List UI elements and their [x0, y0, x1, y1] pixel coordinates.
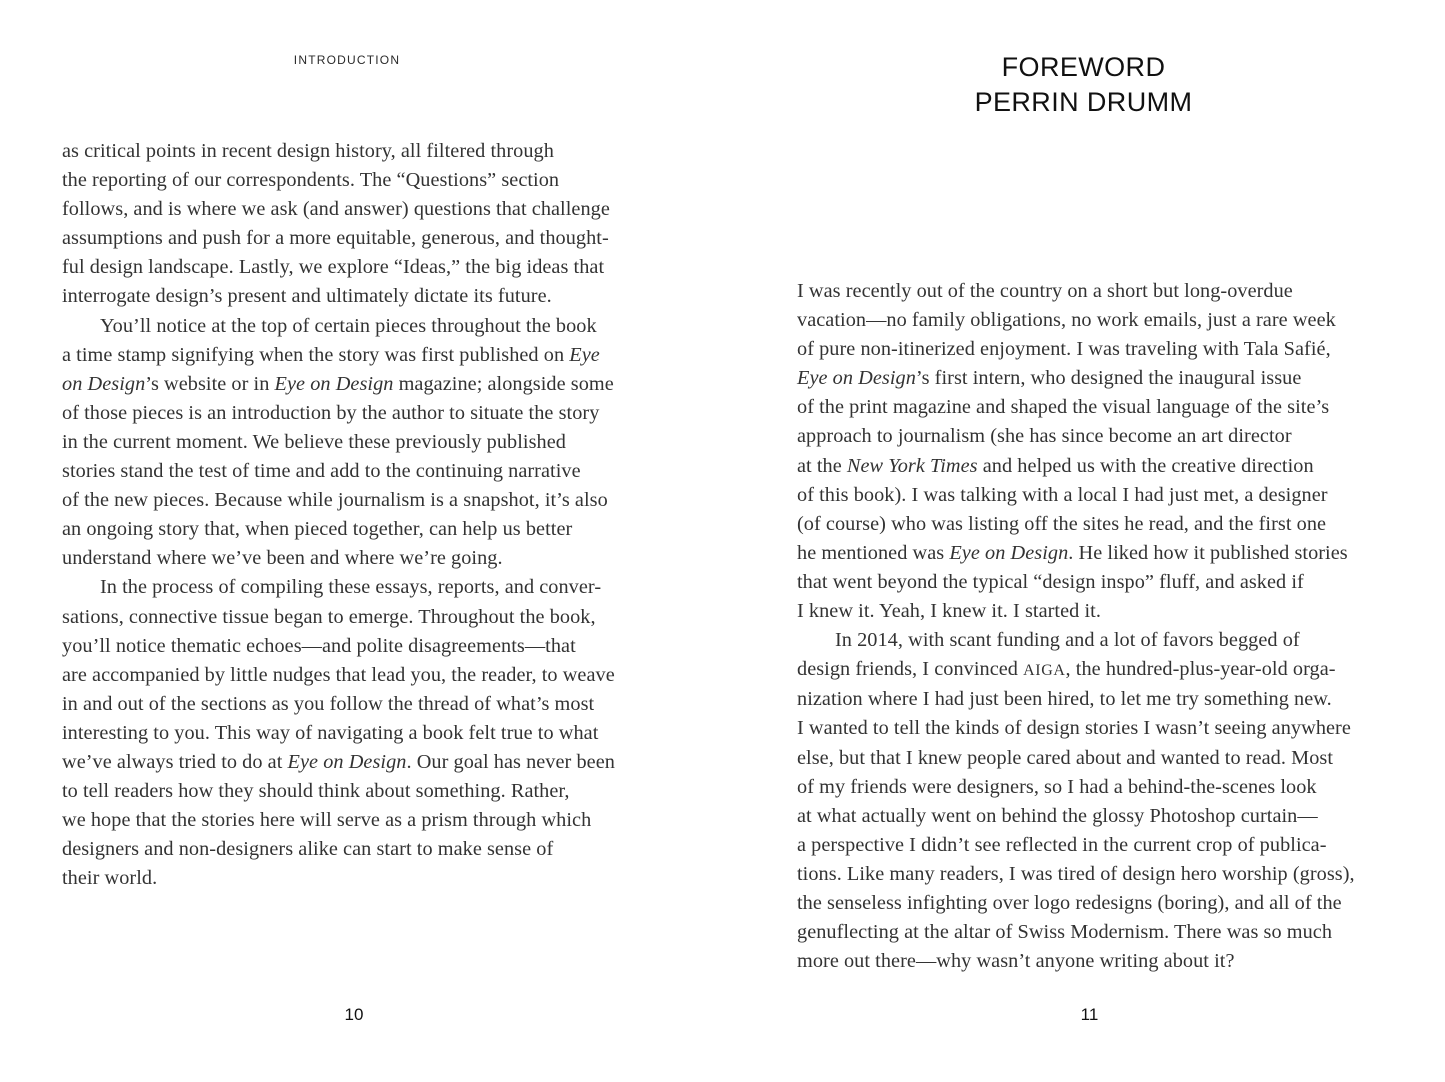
left-page — [0, 0, 722, 1082]
text-line — [797, 422, 1397, 451]
text-run: I knew it. Yeah, I knew it. I started it. — [797, 600, 1101, 623]
page-number-left: 10 — [344, 1005, 364, 1024]
chapter-title — [722, 50, 1445, 120]
text-line — [797, 889, 1397, 918]
text-run: an ongoing story that, when pieced together, can help us better — [62, 518, 573, 541]
text-line — [62, 166, 662, 195]
italic-run: Eye on Design — [287, 750, 407, 773]
right-body-text — [797, 277, 1397, 976]
text-run: magazine; alongside some — [393, 372, 614, 395]
text-run: interesting to you. This way of navigating a book felt true to what — [62, 721, 599, 744]
text-line — [62, 515, 662, 544]
text-line — [797, 277, 1397, 306]
text-line — [62, 137, 662, 166]
text-line — [797, 860, 1397, 889]
text-line — [62, 224, 662, 253]
text-line — [62, 341, 662, 370]
text-line — [797, 539, 1397, 568]
text-line — [62, 806, 662, 835]
left-body-text — [62, 137, 662, 893]
text-run: you’ll notice thematic echoes—and polite disagreements—that — [62, 634, 576, 657]
text-line — [62, 777, 662, 806]
text-line — [62, 719, 662, 748]
page-number-right: 11 — [1080, 1005, 1099, 1024]
text-line — [797, 831, 1397, 860]
running-head: INTRODUCTION — [293, 53, 401, 67]
text-line — [797, 568, 1397, 597]
text-line — [797, 918, 1397, 947]
text-run: the reporting of our correspondents. The “Questions” section — [62, 169, 560, 192]
text-run: of pure non-itinerized enjoyment. I was traveling with Tala Safié, — [797, 338, 1331, 361]
text-line — [62, 253, 662, 282]
text-line — [62, 370, 662, 399]
text-run: I was recently out of the country on a short but long-overdue — [797, 280, 1293, 302]
text-run: that went beyond the typical “design inspo” fluff, and asked if — [797, 570, 1304, 593]
text-line — [797, 481, 1397, 510]
text-run: of this book). I was talking with a local I had just met, a designer — [797, 483, 1328, 506]
text-line — [797, 802, 1397, 831]
text-run: of my friends were designers, so I had a behind-the-scenes look — [797, 775, 1317, 798]
text-line — [62, 864, 662, 893]
text-run: of those pieces is an introduction by the author to situate the story — [62, 401, 600, 424]
text-line — [62, 661, 662, 690]
text-line — [62, 632, 662, 661]
text-run: the senseless infighting over logo redesigns (boring), and all of the — [797, 891, 1342, 914]
text-run: In the process of compiling these essays, reports, and conver- — [100, 576, 602, 599]
text-line — [62, 544, 662, 573]
text-line — [62, 835, 662, 864]
text-run: (of course) who was listing off the sites he read, and the first one — [797, 512, 1327, 535]
text-run: sations, connective tissue began to emerge. Throughout the book, — [62, 605, 596, 628]
text-line — [797, 306, 1397, 335]
text-run: You’ll notice at the top of certain pieces throughout the book — [100, 314, 597, 337]
text-run: else, but that I knew people cared about and wanted to read. Most — [797, 746, 1334, 769]
small-caps-run: AIGA — [1023, 662, 1066, 680]
text-line — [797, 714, 1397, 743]
text-run: of the print magazine and shaped the visual language of the site’s — [797, 396, 1330, 419]
text-run: In 2014, with scant funding and a lot of favors begged of — [835, 629, 1300, 652]
italic-run: Eye — [569, 343, 600, 366]
text-run: ’s website or in — [145, 372, 275, 395]
italic-run: New York Times — [846, 454, 978, 477]
text-run: genuflecting at the altar of Swiss Modernism. There was so much — [797, 921, 1333, 944]
italic-run: on Design — [62, 372, 146, 395]
text-run: more out there—why wasn’t anyone writing about it? — [797, 950, 1235, 973]
chapter-title-line-1: FOREWORD — [1001, 52, 1166, 82]
text-line — [797, 744, 1397, 773]
text-run: ’s first intern, who designed the inaugural issue — [915, 367, 1302, 390]
text-run: in and out of the sections as you follow the thread of what’s most — [62, 692, 595, 715]
text-run: a perspective I didn’t see reflected in the current crop of publica- — [797, 833, 1327, 856]
text-run: follows, and is where we ask (and answer) questions that challenge — [62, 198, 610, 221]
text-line — [797, 597, 1397, 626]
text-run: we’ve always tried to do at — [62, 750, 288, 773]
text-run: their world. — [62, 867, 158, 890]
italic-run: Eye on Design — [797, 367, 916, 390]
text-line — [62, 428, 662, 457]
italic-run: Eye on Design — [274, 372, 394, 395]
text-run: understand where we’ve been and where we’re going. — [62, 547, 503, 570]
text-run: and helped us with the creative direction — [977, 454, 1314, 477]
right-page — [722, 0, 1445, 1082]
text-line — [797, 685, 1397, 714]
text-run: designers and non-designers alike can start to make sense of — [62, 838, 554, 861]
text-run: of the new pieces. Because while journalism is a snapshot, it’s also — [62, 489, 608, 512]
text-run: we hope that the stories here will serve as a prism through which — [62, 809, 592, 832]
text-line — [62, 312, 662, 341]
text-line — [797, 655, 1397, 685]
text-line — [797, 393, 1397, 422]
text-run: design friends, I convinced — [797, 658, 1024, 681]
text-line — [797, 364, 1397, 393]
text-line — [62, 748, 662, 777]
text-run: approach to journalism (she has since become an art director — [797, 425, 1292, 448]
text-run: to tell readers how they should think about something. Rather, — [62, 780, 570, 803]
text-run: are accompanied by little nudges that lead you, the reader, to weave — [62, 663, 615, 686]
text-line — [797, 947, 1397, 976]
text-line — [62, 603, 662, 632]
chapter-title-line-2: PERRIN DRUMM — [974, 87, 1193, 117]
text-run: I wanted to tell the kinds of design stories I wasn’t seeing anywhere — [797, 717, 1351, 740]
text-run: as critical points in recent design history, all filtered through — [62, 140, 554, 162]
text-run: a time stamp signifying when the story was first published on — [62, 343, 570, 366]
text-line — [62, 282, 662, 311]
text-run: at what actually went on behind the glossy Photoshop curtain— — [797, 804, 1318, 827]
text-line — [62, 399, 662, 428]
text-run: stories stand the test of time and add to the continuing narrative — [62, 460, 581, 483]
text-line — [62, 486, 662, 515]
italic-run: Eye on Design — [949, 541, 1069, 564]
text-run: . Our goal has never been — [406, 750, 615, 773]
text-line — [62, 457, 662, 486]
text-run: tions. Like many readers, I was tired of design hero worship (gross), — [797, 862, 1355, 885]
text-line — [62, 195, 662, 224]
text-run: in the current moment. We believe these previously published — [62, 430, 566, 453]
text-run: , the hundred-plus-year-old orga- — [1065, 658, 1336, 681]
text-run: vacation—no family obligations, no work emails, just a rare week — [797, 309, 1336, 332]
text-run: he mentioned was — [797, 541, 950, 564]
text-run: . He liked how it published stories — [1068, 541, 1348, 564]
text-run: ful design landscape. Lastly, we explore “Ideas,” the big ideas that — [62, 256, 605, 279]
text-line — [797, 452, 1397, 481]
text-run: nization where I had just been hired, to let me try something new. — [797, 688, 1332, 711]
text-run: at the — [797, 454, 847, 477]
text-run: interrogate design’s present and ultimately dictate its future. — [62, 285, 552, 308]
text-line — [62, 690, 662, 719]
text-line — [797, 773, 1397, 802]
text-line — [62, 573, 662, 602]
text-line — [797, 626, 1397, 655]
text-line — [797, 335, 1397, 364]
text-line — [797, 510, 1397, 539]
text-run: assumptions and push for a more equitable, generous, and thought- — [62, 227, 609, 250]
